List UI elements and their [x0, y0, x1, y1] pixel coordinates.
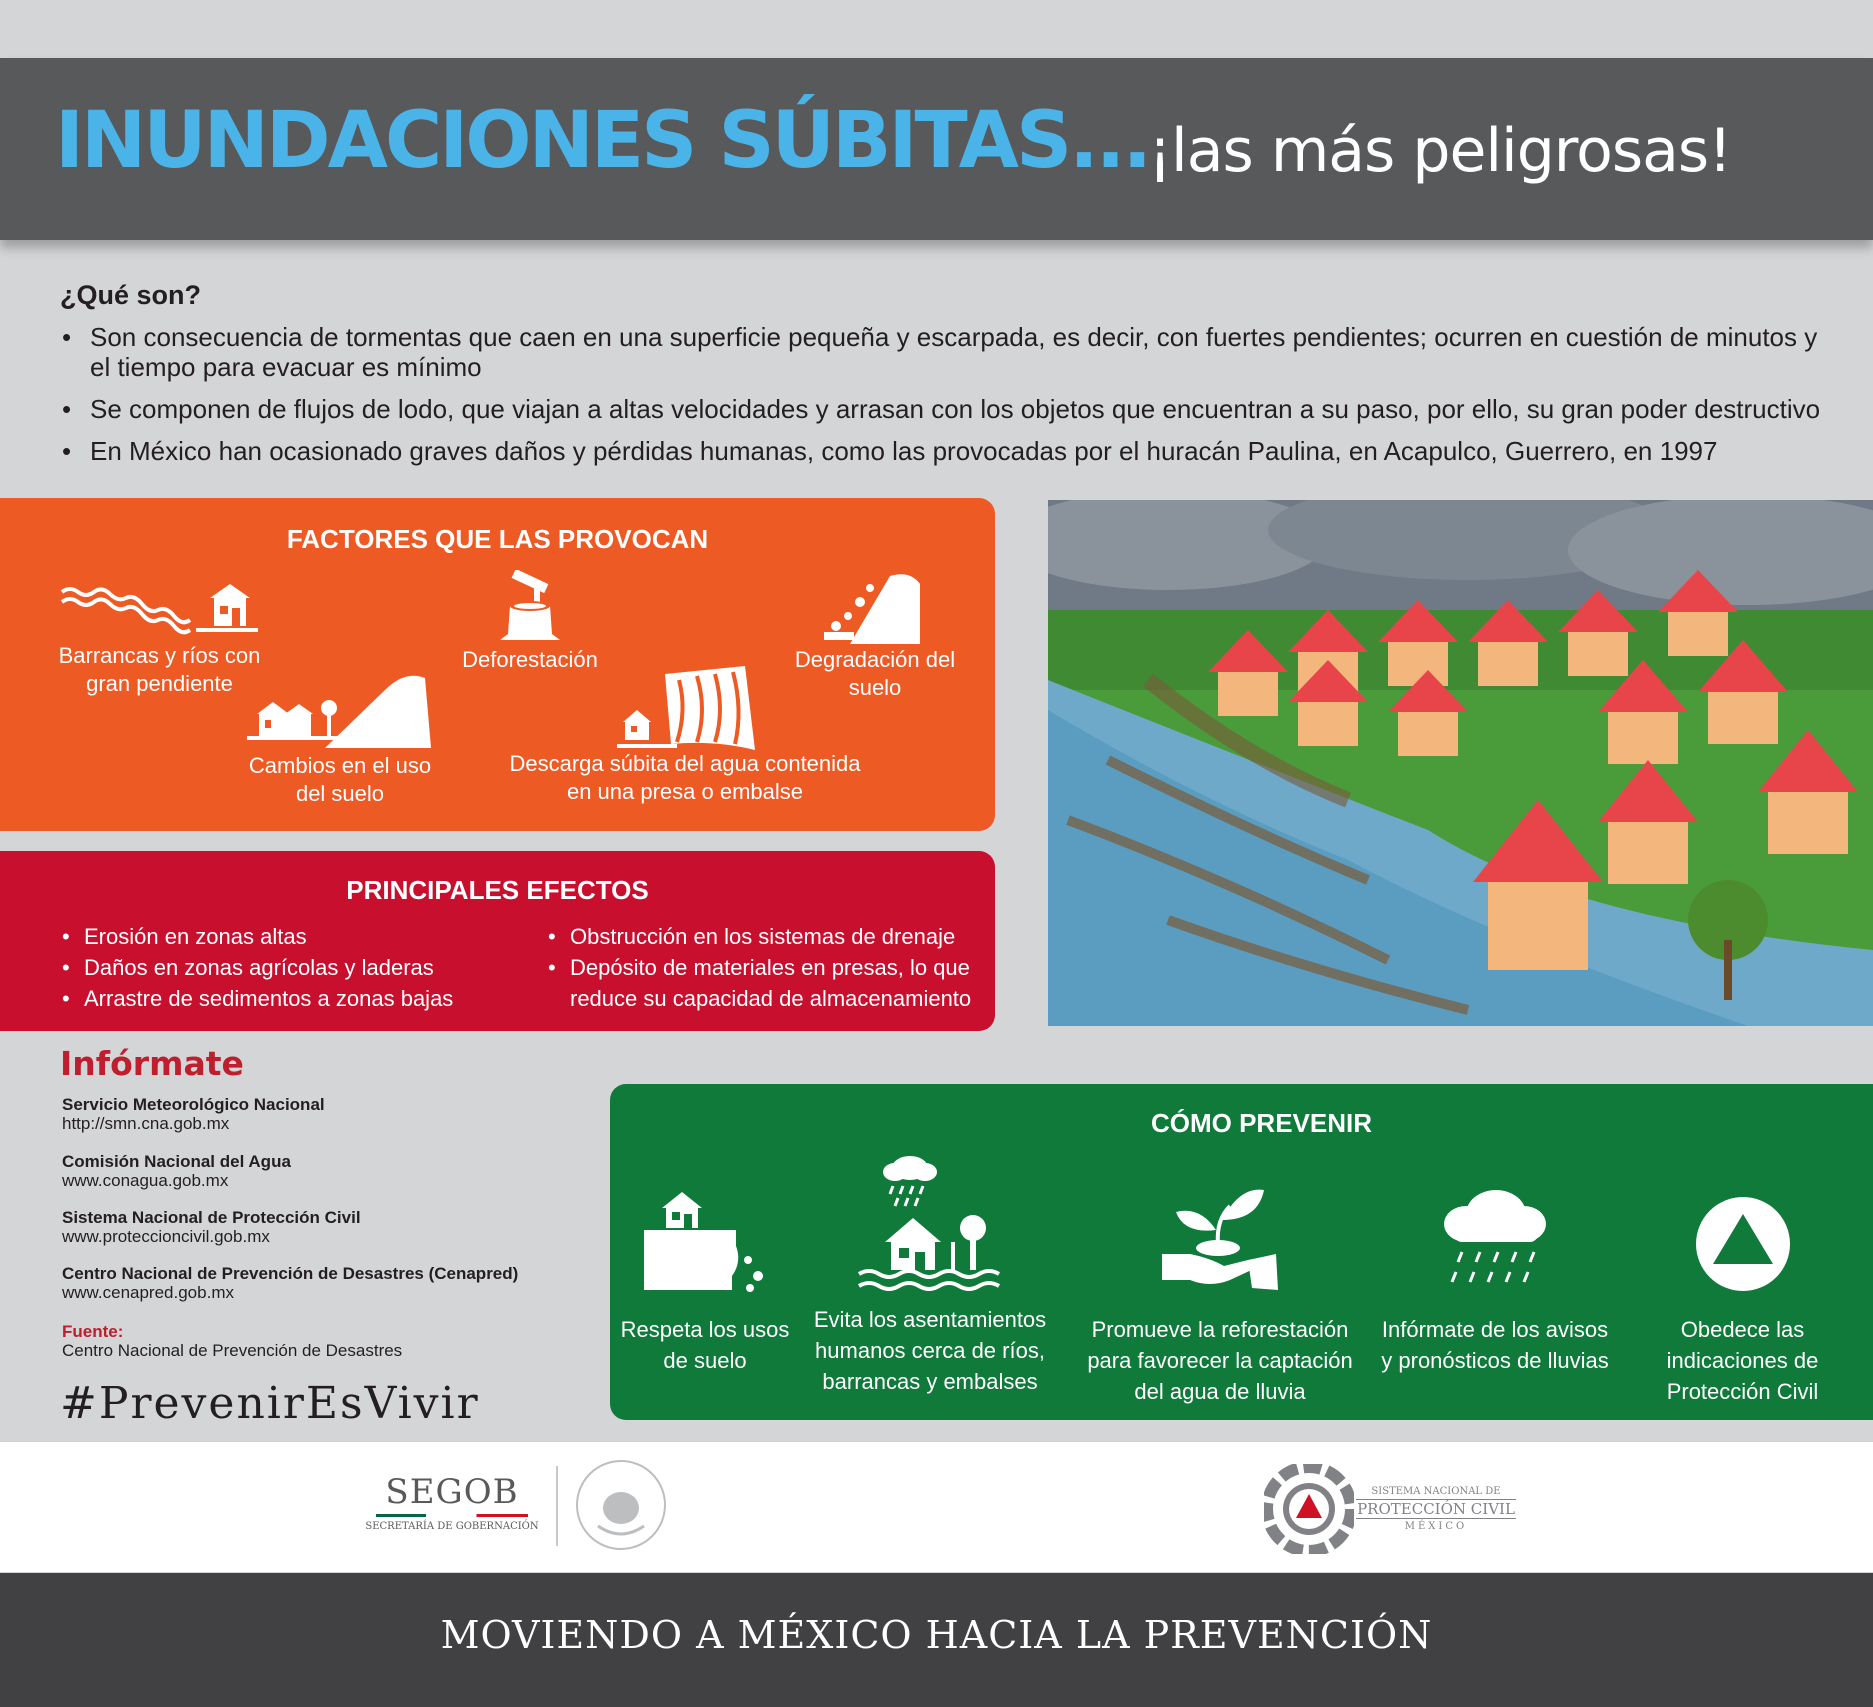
segob-subtext: SECRETARÍA DE GOBERNACIÓN: [365, 1521, 539, 1532]
prevent-item: [805, 1154, 1055, 1397]
info-entry: [62, 1095, 622, 1133]
river-house-icon: [60, 580, 260, 640]
divider: [556, 1466, 558, 1546]
list-item: • Daños en zonas agrícolas y laderas: [62, 952, 502, 983]
fuente-label: Fuente:: [62, 1322, 124, 1341]
segob-logo: [362, 1472, 542, 1532]
house-slope-icon: [245, 670, 435, 752]
factor-label: Descarga súbita del agua contenida en una presa o embalse: [509, 751, 861, 804]
info-entry: [62, 1264, 622, 1302]
factor-item: [52, 580, 267, 698]
factor-label: Degradación del suelo: [794, 647, 956, 700]
civil-protection-triangle-icon: [1695, 1196, 1791, 1292]
proteccion-civil-logo-text: SISTEMA NACIONAL DE PROTECCIÓN CIVIL MÉXICO: [1357, 1486, 1515, 1532]
factor-item: [505, 660, 865, 806]
page-subtitle: ¡las más peligrosas!: [1148, 116, 1732, 186]
title-banner: [0, 58, 1873, 240]
efectos-panel: [0, 851, 995, 1031]
footer: [0, 1573, 1873, 1707]
factores-heading: FACTORES QUE LAS PROVOCAN: [286, 524, 709, 554]
list-item: • Se componen de flujos de lodo, que viajan a altas velocidades y arrasan con los objetos que encuentran a su paso, por ello, su gran poder destructivo: [62, 394, 1822, 424]
info-entry-name: Centro Nacional de Prevención de Desastres (Cenapred): [62, 1264, 519, 1283]
factor-label: Deforestación: [462, 647, 598, 672]
page-title: INUNDACIONES SÚBITAS...: [55, 96, 1150, 186]
prevenir-panel: [610, 1084, 1873, 1420]
prevent-item: [1375, 1184, 1615, 1376]
prevent-item: [1075, 1184, 1365, 1407]
dam-icon: [615, 660, 765, 752]
flag-stripe: [376, 1514, 528, 1517]
flooded-house-icon: [855, 1154, 1005, 1294]
prevent-label: Infórmate de los avisos y pronósticos de lluvias: [1381, 1317, 1609, 1373]
mexico-seal-logo: [576, 1460, 666, 1550]
proteccion-civil-emblem: [1264, 1464, 1354, 1554]
factor-item: [240, 670, 440, 808]
fuente-value: Centro Nacional de Prevención de Desastres: [62, 1341, 403, 1360]
fuente: [62, 1322, 622, 1360]
info-entry: [62, 1208, 622, 1246]
efectos-list-right: [548, 921, 978, 1014]
logo-bar: [0, 1442, 1873, 1572]
list-item: • Erosión en zonas altas: [62, 921, 502, 952]
efectos-heading: PRINCIPALES EFECTOS: [346, 875, 649, 905]
prevent-label: Respeta los usos de suelo: [620, 1317, 790, 1373]
info-entry: [62, 1152, 622, 1190]
hand-plant-icon: [1160, 1184, 1280, 1294]
info-entry-url[interactable]: http://smn.cna.gob.mx: [62, 1114, 230, 1133]
efectos-list-left: [62, 921, 502, 1014]
info-entry-name: Comisión Nacional del Agua: [62, 1152, 291, 1171]
prevent-label: Promueve la reforestación para favorecer la captación del agua de lluvia: [1087, 1317, 1353, 1404]
info-entry-name: Sistema Nacional de Protección Civil: [62, 1208, 361, 1227]
factores-panel: [0, 498, 995, 831]
list-item: • Depósito de materiales en presas, lo que reduce su capacidad de almacenamiento: [548, 952, 978, 1014]
rain-cloud-icon: [1440, 1184, 1550, 1294]
house-cliff-icon: [640, 1184, 770, 1294]
list-item: • En México han ocasionado graves daños y pérdidas humanas, como las provocadas por el huracán Paulina, en Acapulco, Guerrero, en 1997: [62, 436, 1822, 466]
prevent-item: [1620, 1196, 1865, 1407]
tree-stump-axe-icon: [490, 570, 570, 642]
footer-slogan: MOVIENDO A MÉXICO HACIA LA PREVENCIÓN: [440, 1613, 1433, 1657]
que-son-heading: ¿Qué son?: [60, 280, 201, 310]
prevenir-heading: CÓMO PREVENIR: [1150, 1108, 1373, 1138]
segob-text: SEGOB: [385, 1472, 519, 1512]
factor-label: Cambios en el uso del suelo: [248, 753, 432, 806]
info-entry-url[interactable]: www.proteccioncivil.gob.mx: [62, 1227, 270, 1246]
informate-heading: Infórmate: [60, 1044, 244, 1083]
factor-item: [450, 570, 610, 674]
info-entry-url[interactable]: www.cenapred.gob.mx: [62, 1283, 234, 1302]
que-son-list: [62, 322, 1822, 478]
info-entry-name: Servicio Meteorológico Nacional: [62, 1095, 325, 1114]
hashtag: #PrevenirEsVivir: [60, 1378, 480, 1429]
info-entry-url[interactable]: www.conagua.gob.mx: [62, 1171, 229, 1190]
flood-illustration: [1048, 500, 1873, 1026]
list-item: • Arrastre de sedimentos a zonas bajas: [62, 983, 502, 1014]
factor-label: Barrancas y ríos con gran pendiente: [58, 643, 261, 696]
landslide-icon: [820, 570, 930, 644]
list-item: • Son consecuencia de tormentas que caen en una superficie pequeña y escarpada, es decir, con fuertes pendientes; ocurren en cuestión de minutos y el tiempo para evacuar es mínimo: [62, 322, 1822, 382]
list-item: • Obstrucción en los sistemas de drenaje: [548, 921, 978, 952]
prevent-label: Obedece las indicaciones de Protección Civil: [1666, 1317, 1819, 1404]
prevent-item: [620, 1184, 790, 1376]
prevent-label: Evita los asentamientos humanos cerca de ríos, barrancas y embalses: [813, 1307, 1047, 1394]
